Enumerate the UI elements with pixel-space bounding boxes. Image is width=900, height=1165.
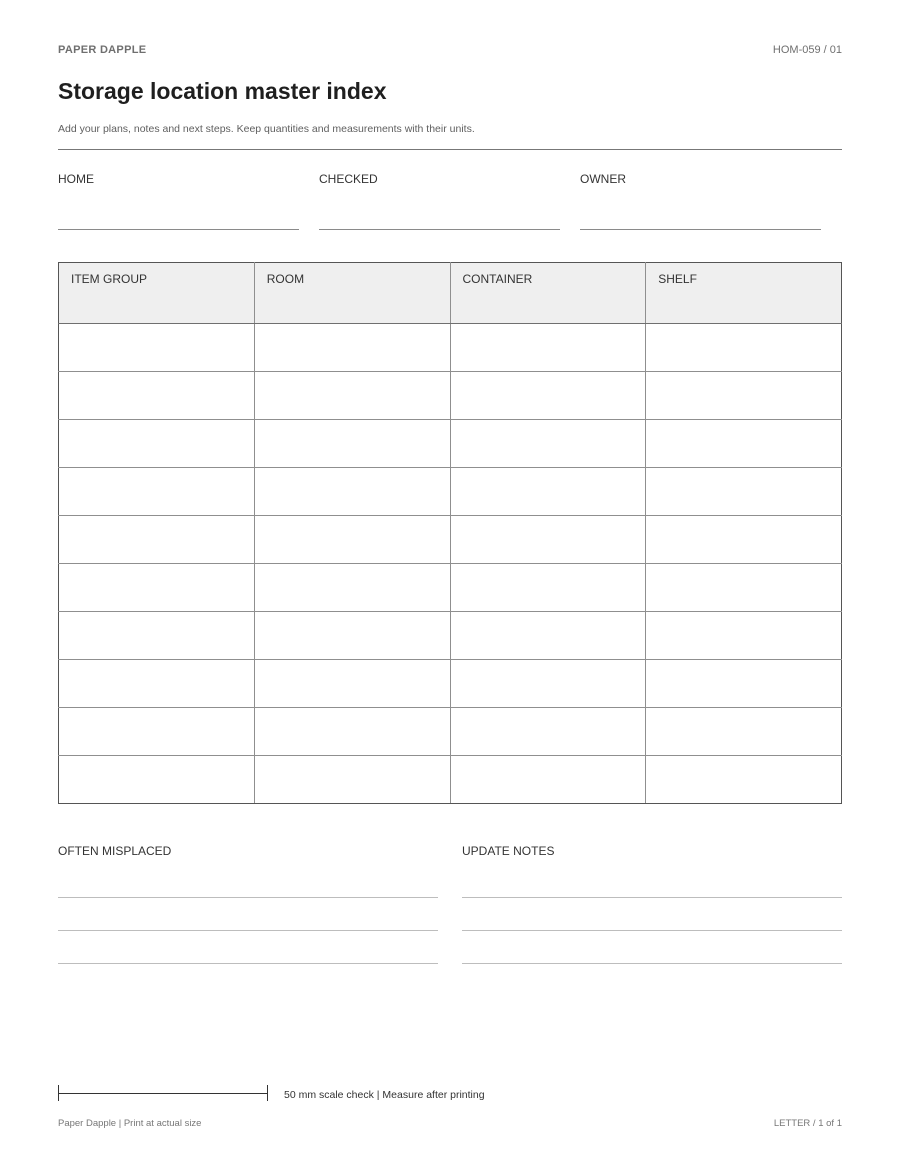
update-notes-line-1[interactable] bbox=[462, 897, 842, 898]
table-cell[interactable] bbox=[59, 324, 255, 372]
scale-tick-end bbox=[267, 1085, 268, 1101]
table-row bbox=[59, 324, 842, 372]
often-misplaced-line-1[interactable] bbox=[58, 897, 438, 898]
table-cell[interactable] bbox=[646, 708, 842, 756]
scale-line bbox=[58, 1093, 267, 1094]
page-title: Storage location master index bbox=[58, 78, 387, 104]
table-cell[interactable] bbox=[450, 612, 646, 660]
table-cell[interactable] bbox=[450, 756, 646, 804]
owner-label: OWNER bbox=[580, 172, 626, 186]
table-cell[interactable] bbox=[59, 708, 255, 756]
column-header-container: CONTAINER bbox=[450, 263, 646, 324]
footer-page-info: LETTER / 1 of 1 bbox=[773, 1118, 842, 1129]
table-cell[interactable] bbox=[59, 420, 255, 468]
table-cell[interactable] bbox=[646, 516, 842, 564]
table-cell[interactable] bbox=[254, 612, 450, 660]
checked-write-line[interactable] bbox=[319, 229, 560, 230]
table-row bbox=[59, 420, 842, 468]
update-notes-line-2[interactable] bbox=[462, 930, 842, 931]
table-cell[interactable] bbox=[646, 756, 842, 804]
table-row bbox=[59, 564, 842, 612]
often-misplaced-line-3[interactable] bbox=[58, 963, 438, 964]
owner-write-line[interactable] bbox=[580, 229, 821, 230]
table-cell[interactable] bbox=[646, 324, 842, 372]
checked-field[interactable] bbox=[319, 172, 560, 230]
page-subtitle: Add your plans, notes and next steps. Keep quantities and measurements with their units. bbox=[58, 123, 475, 135]
table-cell[interactable] bbox=[254, 756, 450, 804]
often-misplaced-label: OFTEN MISPLACED bbox=[58, 844, 172, 858]
table-header-row bbox=[59, 263, 842, 324]
table-cell[interactable] bbox=[450, 372, 646, 420]
home-field[interactable] bbox=[58, 172, 299, 230]
scale-check-text: 50 mm scale check | Measure after printing bbox=[284, 1089, 485, 1101]
home-label: HOME bbox=[58, 172, 94, 186]
table-row bbox=[59, 516, 842, 564]
table-cell[interactable] bbox=[254, 708, 450, 756]
update-notes-section bbox=[462, 844, 842, 968]
table-cell[interactable] bbox=[254, 516, 450, 564]
often-misplaced-line-2[interactable] bbox=[58, 930, 438, 931]
table-cell[interactable] bbox=[646, 372, 842, 420]
table-cell[interactable] bbox=[450, 468, 646, 516]
table-cell[interactable] bbox=[450, 516, 646, 564]
table-cell[interactable] bbox=[450, 708, 646, 756]
table-row bbox=[59, 612, 842, 660]
table-cell[interactable] bbox=[59, 612, 255, 660]
checked-label: CHECKED bbox=[319, 172, 378, 186]
table-row bbox=[59, 468, 842, 516]
footer-left-text: Paper Dapple | Print at actual size bbox=[58, 1118, 202, 1129]
table-cell[interactable] bbox=[450, 324, 646, 372]
column-header-room: ROOM bbox=[254, 263, 450, 324]
owner-field[interactable] bbox=[580, 172, 821, 230]
page-header bbox=[58, 44, 842, 58]
table-cell[interactable] bbox=[59, 564, 255, 612]
header-divider bbox=[58, 149, 842, 150]
table-cell[interactable] bbox=[59, 468, 255, 516]
table-cell[interactable] bbox=[450, 660, 646, 708]
update-notes-label: UPDATE NOTES bbox=[462, 844, 555, 858]
update-notes-line-3[interactable] bbox=[462, 963, 842, 964]
table-cell[interactable] bbox=[254, 324, 450, 372]
table-cell[interactable] bbox=[254, 564, 450, 612]
table-row bbox=[59, 660, 842, 708]
table-cell[interactable] bbox=[646, 468, 842, 516]
table-row bbox=[59, 756, 842, 804]
table-row bbox=[59, 708, 842, 756]
table-cell[interactable] bbox=[254, 372, 450, 420]
table-row bbox=[59, 372, 842, 420]
table-cell[interactable] bbox=[646, 564, 842, 612]
table-cell[interactable] bbox=[59, 660, 255, 708]
table-cell[interactable] bbox=[59, 372, 255, 420]
column-header-item-group: ITEM GROUP bbox=[59, 263, 255, 324]
table-cell[interactable] bbox=[646, 612, 842, 660]
storage-location-table bbox=[58, 262, 842, 804]
table-cell[interactable] bbox=[59, 516, 255, 564]
table-cell[interactable] bbox=[59, 756, 255, 804]
table-cell[interactable] bbox=[646, 420, 842, 468]
table-cell[interactable] bbox=[254, 660, 450, 708]
table-cell[interactable] bbox=[254, 420, 450, 468]
form-page bbox=[58, 0, 842, 1165]
brand-name: PAPER DAPPLE bbox=[58, 44, 147, 56]
often-misplaced-section bbox=[58, 844, 438, 968]
document-number: HOM-059 / 01 bbox=[772, 44, 842, 56]
table-cell[interactable] bbox=[450, 564, 646, 612]
home-write-line[interactable] bbox=[58, 229, 299, 230]
table-cell[interactable] bbox=[646, 660, 842, 708]
column-header-shelf: SHELF bbox=[646, 263, 842, 324]
table-cell[interactable] bbox=[254, 468, 450, 516]
scale-check-bar bbox=[58, 1085, 268, 1101]
table-cell[interactable] bbox=[450, 420, 646, 468]
